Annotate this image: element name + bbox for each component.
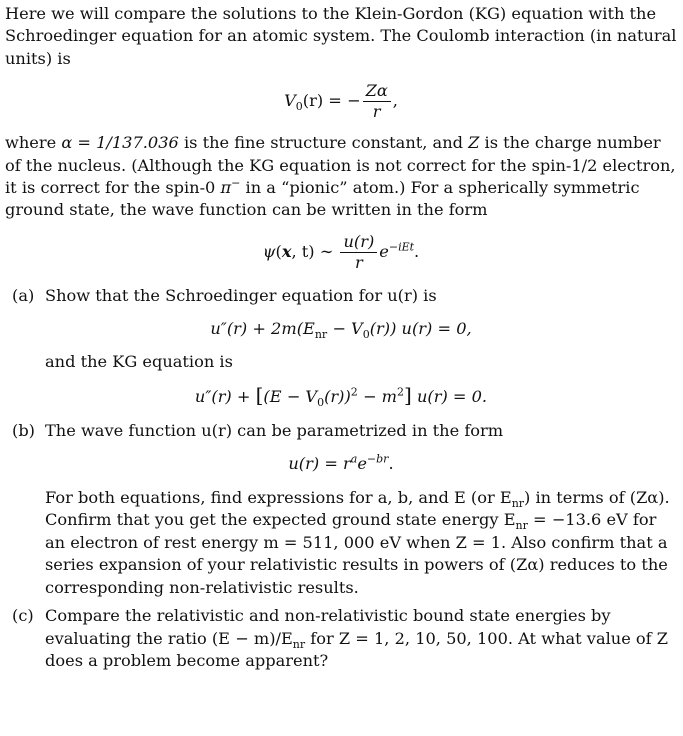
part-b-task-2: ) in terms of (Zα). Confirm that you get the expected ground state energy E	[45, 488, 670, 530]
part-b-task-1: For both equations, find expressions for a, b, and E (or E	[45, 488, 512, 508]
schroedinger-eq-sub-nr: nr	[314, 328, 328, 342]
param-eq-exponent-a: a	[350, 452, 358, 466]
psi-symbol: ψ	[262, 241, 276, 261]
kg-eq-square: 2	[350, 385, 358, 399]
kg-equation	[5, 384, 677, 408]
part-b-task	[45, 487, 677, 599]
context-text-3: is the charge number of the nucleus. (Although the KG equation is not correct for the spin-1/2 electron, it is correct for the spin-0	[5, 133, 676, 198]
schroedinger-eq-part-3: (r)) u(r) = 0,	[369, 319, 472, 339]
kg-eq-part-2: (E − V	[263, 386, 318, 406]
kg-eq-right-bracket: ]	[404, 382, 412, 407]
exp-exponent: −iEt	[388, 240, 415, 254]
param-eq-exp-base: e	[357, 454, 367, 474]
schroedinger-eq-part-1: u″(r) + 2m(E	[210, 319, 315, 339]
part-c-task-1: Compare the relativistic and non-relativistic bound state energies by evaluating the ratio (E − m)/E	[45, 606, 611, 648]
potential-subscript: 0	[295, 100, 303, 114]
psi-rest: , t) ∼	[291, 241, 334, 261]
part-b-intro: The wave function u(r) can be parametrized in the form	[45, 420, 504, 440]
charge-symbol: Z	[468, 133, 480, 153]
context-paragraph	[5, 132, 677, 222]
parametrization-equation	[5, 453, 677, 475]
kg-eq-sub-0: 0	[317, 395, 325, 409]
part-c	[5, 605, 677, 672]
part-a-label: (a)	[12, 285, 35, 305]
psi-open-paren: (	[275, 241, 282, 261]
part-b-sub-nr-2: nr	[515, 519, 528, 533]
kg-eq-part-1: u″(r) +	[194, 386, 256, 406]
schroedinger-eq-part-2: − V	[327, 319, 363, 339]
part-a-intro: Show that the Schroedinger equation for u(r) is	[45, 285, 437, 305]
param-eq-exponent-b: −br	[366, 452, 389, 466]
part-c-label: (c)	[12, 606, 34, 626]
schroedinger-eq-sub-0: 0	[362, 328, 370, 342]
kg-eq-part-5: u(r) = 0.	[411, 386, 488, 406]
problem-page	[5, 3, 677, 672]
kg-eq-left-bracket: [	[255, 382, 264, 407]
kg-eq-mass-square: 2	[397, 385, 405, 399]
part-c-task	[45, 605, 677, 672]
position-vector: x	[281, 241, 292, 261]
intro-paragraph	[5, 3, 677, 70]
context-text-1: where	[5, 133, 62, 153]
potential-denominator: r	[372, 102, 381, 122]
part-b-label: (b)	[12, 420, 35, 440]
param-eq-period: .	[388, 454, 394, 474]
part-a	[5, 285, 677, 408]
potential-trailing-comma: ,	[392, 91, 398, 111]
potential-equation	[5, 81, 677, 122]
potential-fraction	[363, 81, 391, 122]
context-text-2: is the fine structure constant, and	[178, 133, 469, 153]
param-eq-lhs: u(r) = r	[288, 454, 351, 474]
context-text-4: in a “pionic” atom.) For a spherically symmetric ground state, the wave function can be written in the form	[5, 178, 640, 220]
potential-argument: (r) = −	[302, 91, 361, 111]
exp-base: e	[379, 241, 389, 261]
pion-charge: −	[231, 176, 241, 190]
kg-eq-part-4: − m	[357, 386, 398, 406]
part-b	[5, 420, 677, 599]
wavefunction-denominator: r	[354, 252, 363, 272]
kg-eq-part-3: (r))	[324, 386, 351, 406]
wavefunction-fraction	[340, 232, 377, 273]
part-c-sub-nr: nr	[292, 637, 306, 651]
wavefunction-period: .	[414, 241, 420, 261]
alpha-value: α = 1/137.036	[61, 133, 179, 153]
intro-text: Here we will compare the solutions to the Klein-Gordon (KG) equation with the Schroedinger equation for an atomic system. The Coulomb interaction (in natural units) is	[5, 4, 677, 68]
pion-symbol: π	[220, 178, 232, 198]
part-c-task-2: for Z = 1, 2, 10, 50, 100. At what value of Z does a problem become apparent?	[45, 628, 669, 670]
wavefunction-numerator: u(r)	[340, 232, 377, 253]
wavefunction-equation	[5, 232, 677, 273]
part-b-task-3: = −13.6 eV for an electron of rest energy m = 511, 000 eV when Z = 1. Also confirm that a series expansion of your relativistic results in powers of (Zα) reduces to the corresponding non-relativistic results.	[45, 510, 668, 597]
part-b-sub-nr-1: nr	[511, 497, 525, 511]
potential-symbol: V	[284, 91, 296, 111]
potential-numerator: Zα	[363, 81, 391, 102]
schroedinger-equation	[5, 318, 677, 340]
part-a-kg-intro: and the KG equation is	[45, 352, 233, 372]
